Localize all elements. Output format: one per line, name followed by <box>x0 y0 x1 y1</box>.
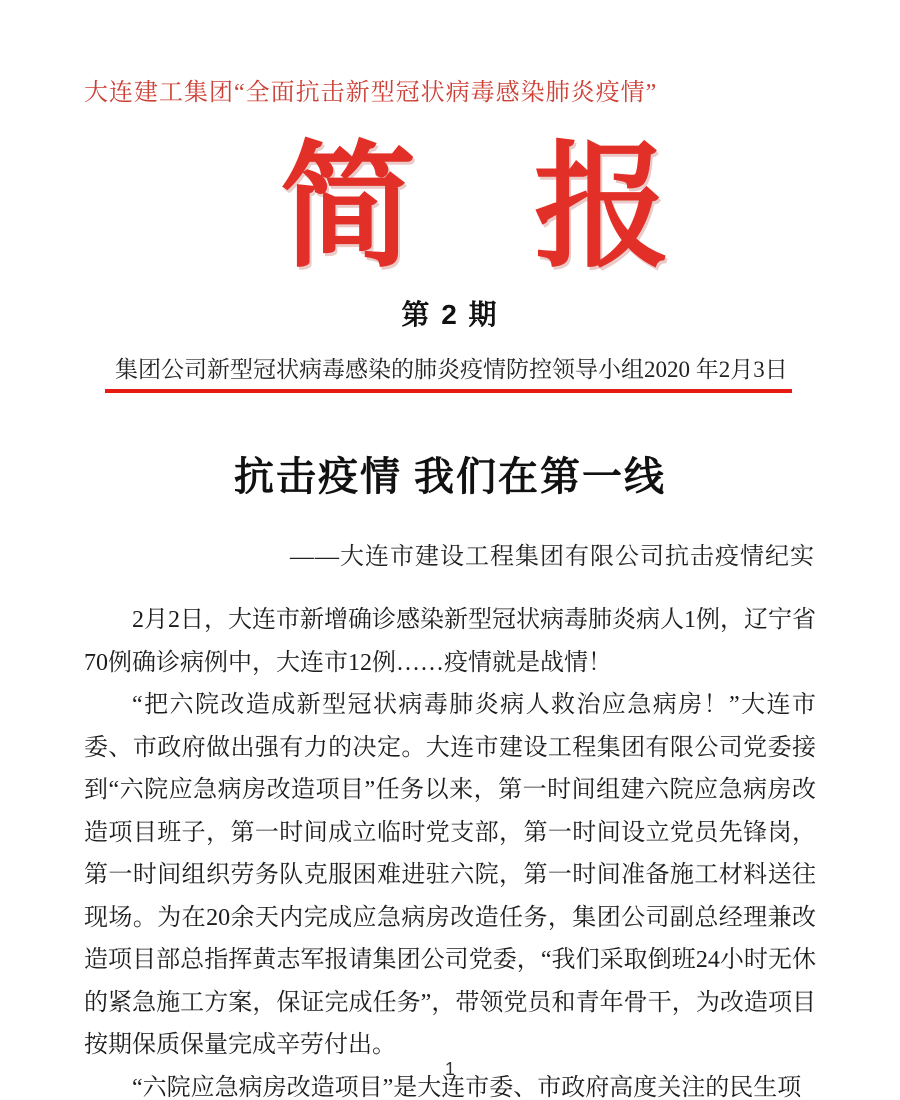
bulletin-title-char-left: 简 <box>280 131 416 283</box>
issuer-row <box>115 351 787 384</box>
issue-date: 2020 年2月3日 <box>644 357 788 382</box>
issuer-name: 集团公司新型冠状病毒感染的肺炎疫情防控领导小组 <box>115 357 644 382</box>
article-byline: ——大连市建设工程集团有限公司抗击疫情纪实 <box>290 544 815 570</box>
masthead-rule <box>105 389 792 393</box>
bulletin-title <box>280 131 670 283</box>
bulletin-title-char-right: 报 <box>534 131 670 283</box>
page-number: 1 <box>444 1059 455 1079</box>
masthead-note: 大连建工集团“全面抗击新型冠状病毒感染肺炎疫情” <box>84 80 658 106</box>
article-headline: 抗击疫情 我们在第一线 <box>234 454 666 499</box>
issue-number: 第 2 期 <box>401 299 499 330</box>
article-paragraph: “六院应急病房改造项目”是大连市委、市政府高度关注的民生项 <box>132 1074 802 1100</box>
article-body <box>84 599 816 1100</box>
article-paragraph: 2月2日，大连市新增确诊感染新型冠状病毒肺炎病人1例，辽宁省70例确诊病例中，大连市12例……疫情就是战情！ <box>84 607 816 676</box>
article-paragraph: “把六院改造成新型冠状病毒肺炎病人救治应急病房！”大连市委、市政府做出强有力的决定。大连市建设工程集团有限公司党委接到“六院应急病房改造项目”任务以来，第一时间组建六院应急病房改造项目班子，第一时间成立临时党支部，第一时间设立党员先锋岗，第一时间组织劳务队克服困难进驻六院，第一时间准备施工材料送往现场。为在20余天内完成应急病房改造任务，集团公司副总经理兼改造项目部总指挥黄志军报请集团公司党委，“我们采取倒班24小时无休的紧急施工方案，保证完成任务”，带领党员和青年骨干，为改造项目按期保质保量完成辛劳付出。 <box>84 692 816 1058</box>
